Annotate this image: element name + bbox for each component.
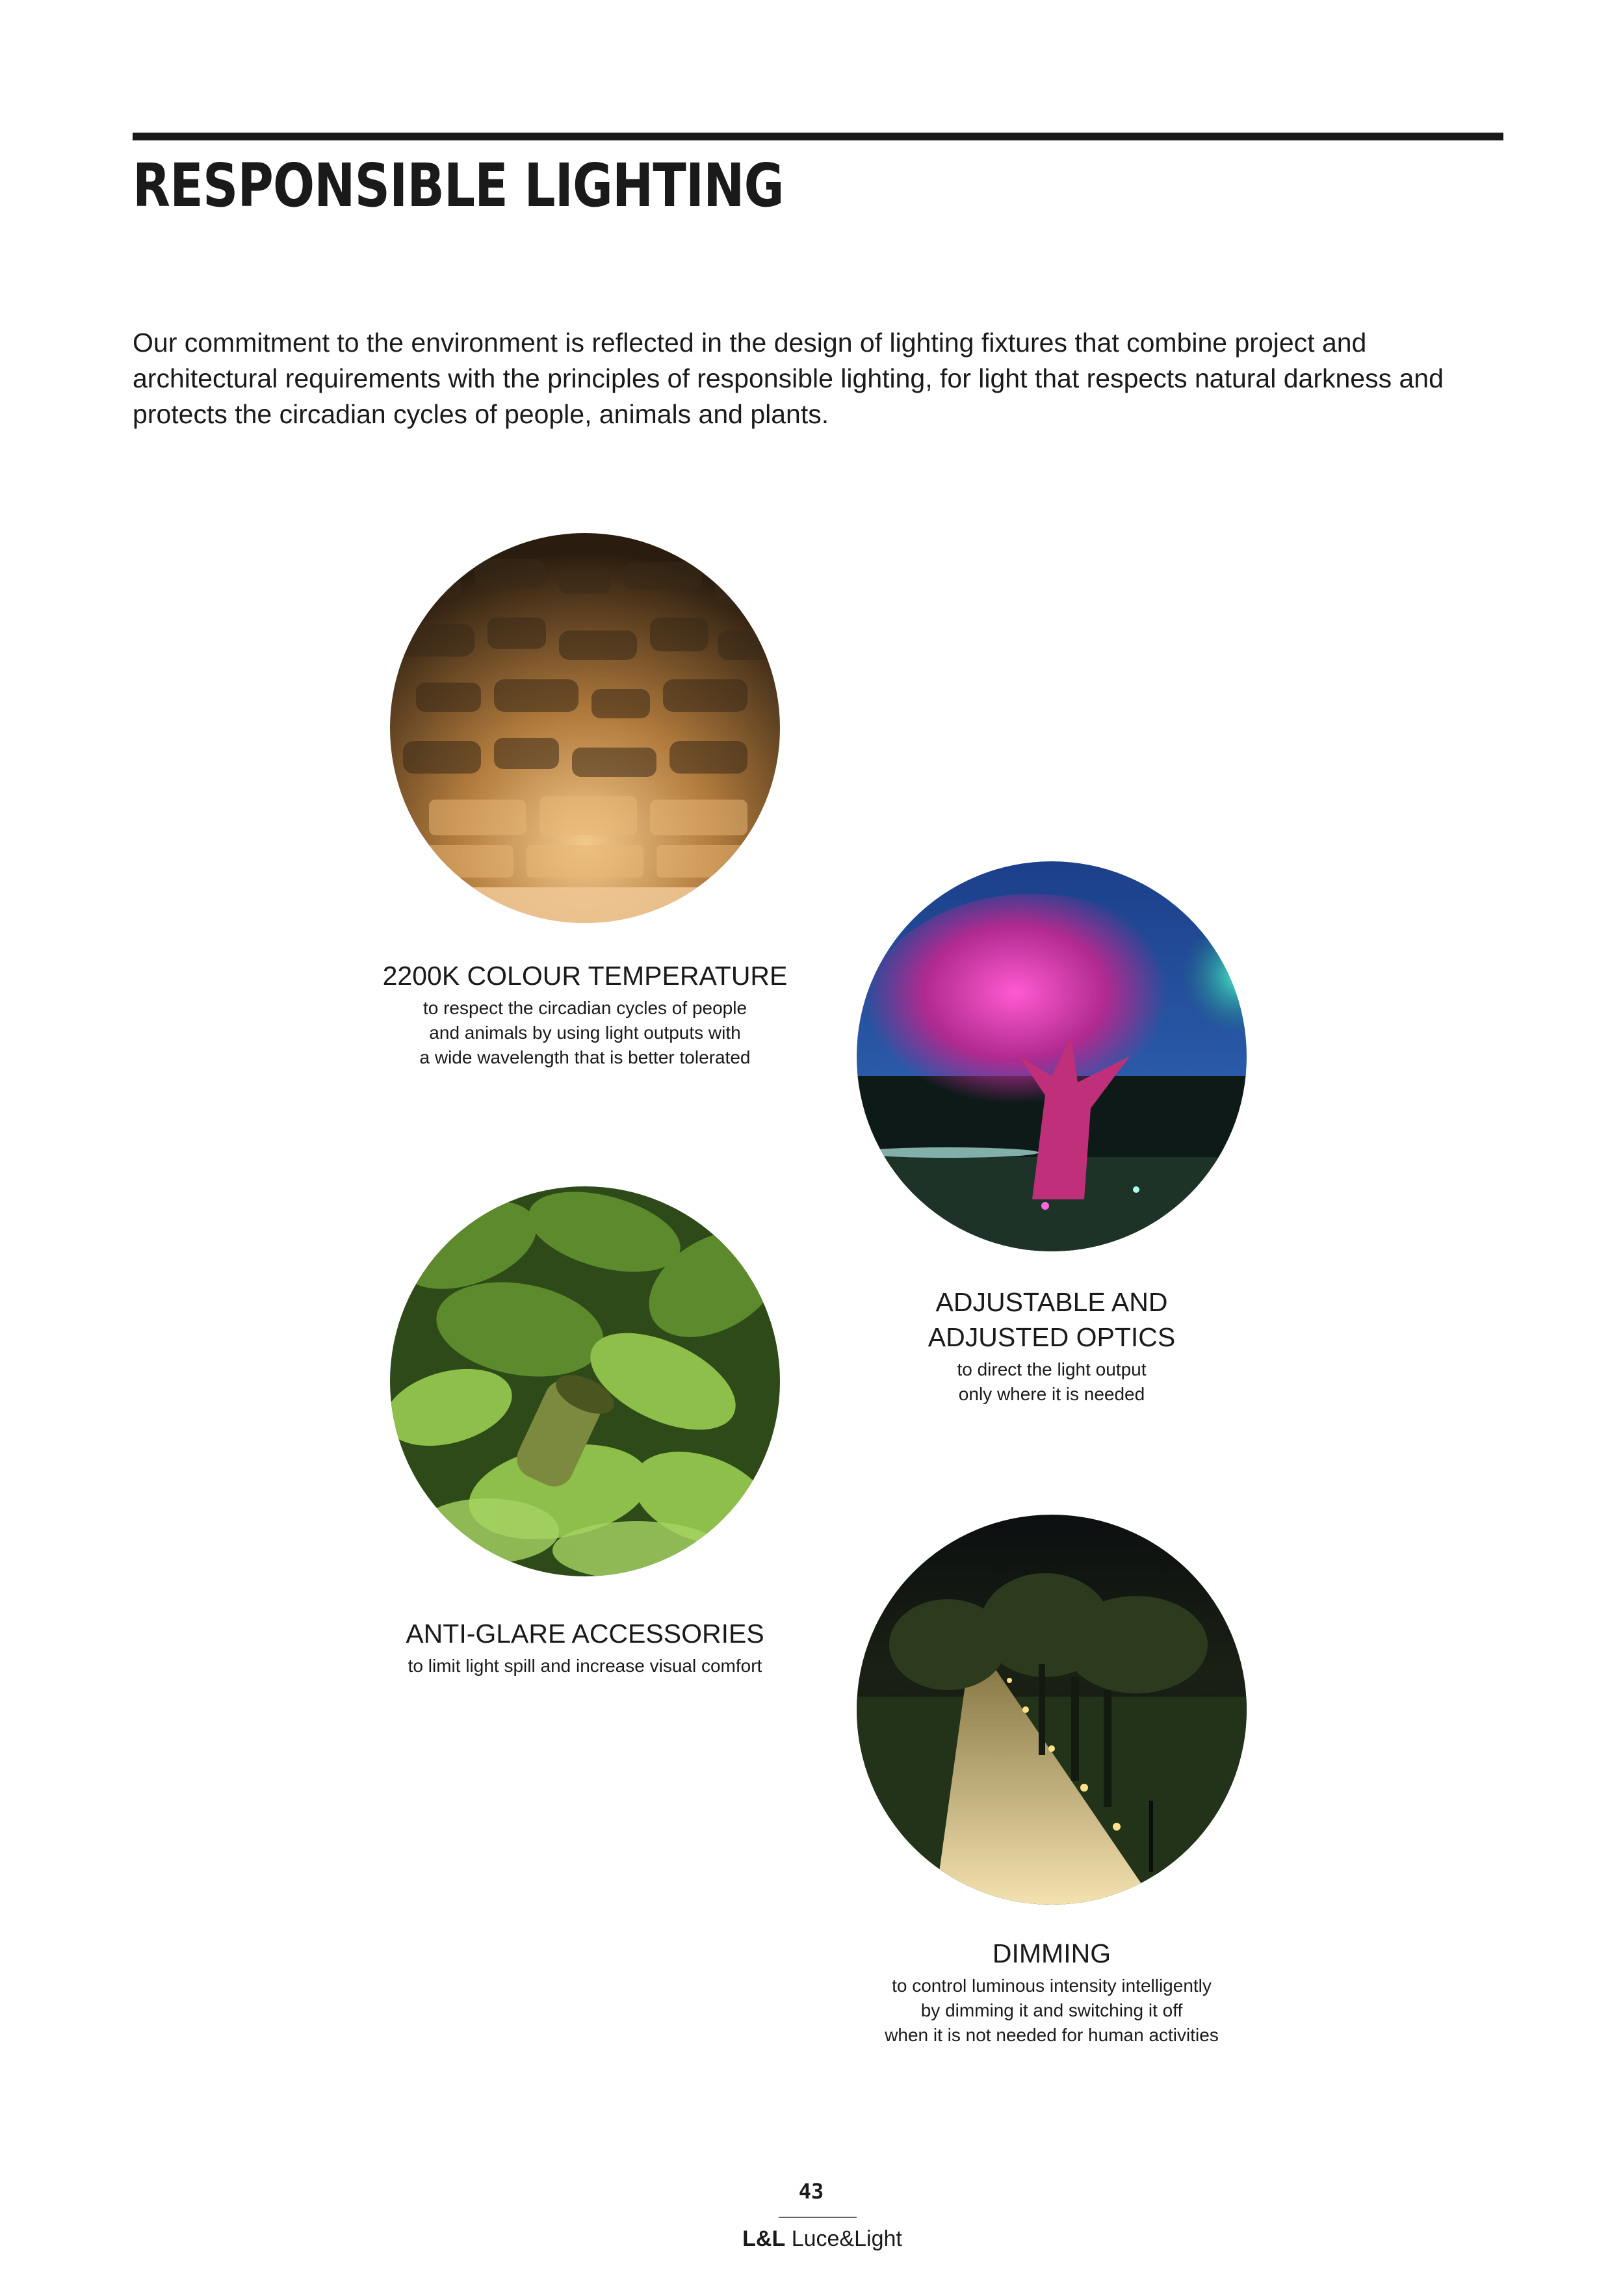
feature-description: to control luminous intensity intelligently by dimming it and switching it off when it is not needed for human activities xyxy=(885,1976,1219,2045)
feature-title: 2200K COLOUR TEMPERATURE xyxy=(382,961,788,991)
uplit-tree-image xyxy=(857,861,1247,1251)
intro-paragraph: Our commitment to the environment is reflected in the design of lighting fixtures that combine project and architectural requirements with the principles of responsible lighting, for light that respects natural darkness and protects the circadian cycles of people, animals and plants. xyxy=(133,328,1444,429)
feature-title: DIMMING xyxy=(992,1938,1111,1968)
feature-title: ADJUSTABLE AND ADJUSTED OPTICS xyxy=(928,1287,1176,1352)
page-number: 43 xyxy=(798,2179,824,2204)
feature-adjustable-optics xyxy=(824,1285,1279,1407)
feature-description: to limit light spill and increase visual comfort xyxy=(408,1656,762,1676)
stone-wall-image xyxy=(390,533,780,923)
brand-footer xyxy=(715,2226,929,2252)
feature-description: to direct the light output only where it is needed xyxy=(957,1359,1147,1404)
feature-title: ANTI-GLARE ACCESSORIES xyxy=(406,1619,764,1649)
feature-dimming xyxy=(824,1936,1279,2048)
garden-path-image xyxy=(857,1515,1247,1905)
leaves-spotlight-image xyxy=(390,1186,780,1576)
page-title: RESPONSIBLE LIGHTING xyxy=(133,151,784,220)
brand-short: L&L xyxy=(742,2226,786,2251)
feature-colour-temperature xyxy=(357,958,812,1070)
feature-description: to respect the circadian cycles of people and animals by using light outputs with a wide wavelength that is better tolerated xyxy=(419,998,751,1067)
header-rule xyxy=(133,133,1503,140)
brand-name: Luce&Light xyxy=(791,2226,902,2251)
feature-anti-glare xyxy=(357,1616,812,1678)
footer-rule xyxy=(779,2217,857,2218)
